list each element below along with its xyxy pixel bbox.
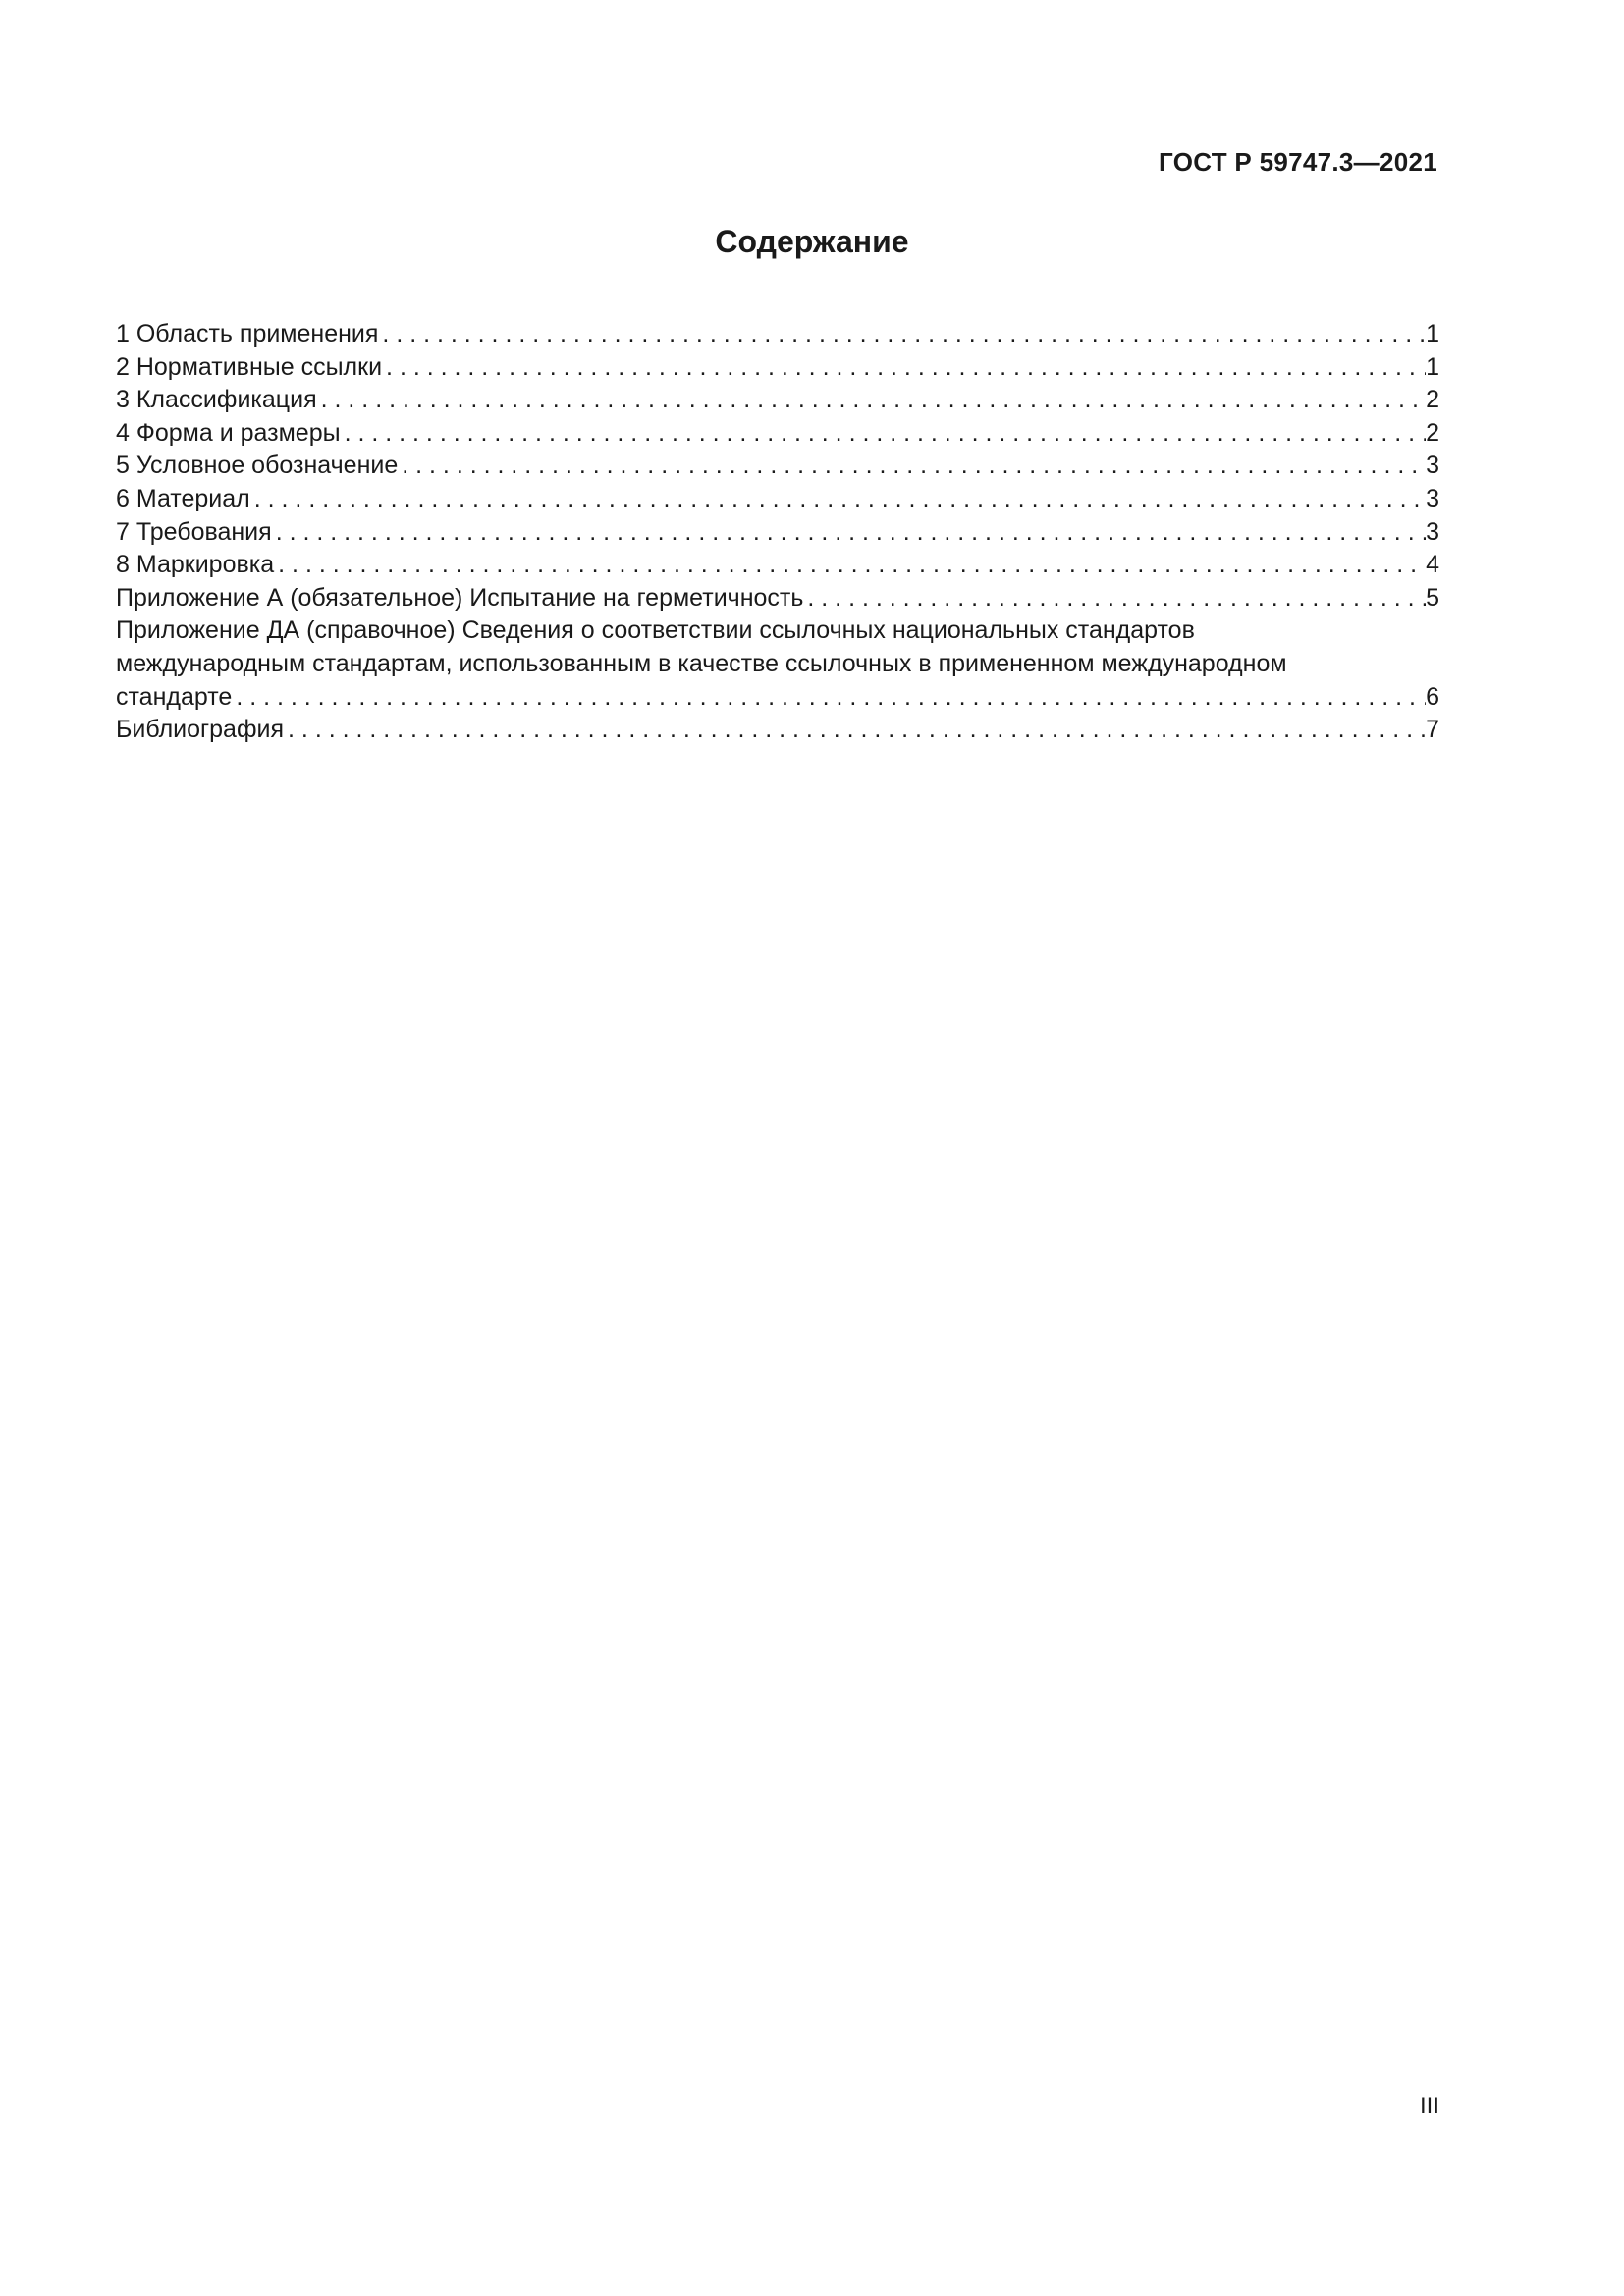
toc-entry-page: 7	[1426, 716, 1439, 744]
toc-leader-dots	[803, 582, 1426, 615]
toc-entry-label: 1 Область применения	[116, 320, 379, 347]
toc-entry-label: 5 Условное обозначение	[116, 452, 399, 480]
toc-entry-label: 3 Классификация	[116, 386, 317, 414]
toc-leader-dots	[317, 384, 1426, 417]
toc-leader-dots	[284, 714, 1426, 747]
toc-entry-label-line: стандарте	[116, 682, 233, 711]
toc-entry-appendix-da[interactable]	[116, 614, 1439, 714]
toc-entry-label: Библиография	[116, 716, 285, 744]
toc-entry-page: 6	[1426, 682, 1439, 711]
toc-entry-bibliography[interactable]	[116, 714, 1439, 747]
toc-leader-dots	[398, 450, 1426, 483]
toc-entry-page: 4	[1426, 551, 1439, 579]
toc-entry-page: 3	[1426, 517, 1439, 546]
toc-leader-dots	[341, 417, 1427, 451]
toc-entry-label-line: международным стандартам, использованным в качестве ссылочных в примененном международном	[116, 649, 1287, 677]
toc-entry-material[interactable]	[116, 483, 1439, 516]
toc-entry-label: Приложение А (обязательное) Испытание на герметичность	[116, 583, 804, 612]
document-code: ГОСТ Р 59747.3—2021	[1159, 147, 1437, 177]
toc-entry-designation[interactable]	[116, 450, 1439, 483]
toc-entry-scope[interactable]	[116, 318, 1439, 351]
toc-entry-label: 4 Форма и размеры	[116, 418, 341, 447]
toc-leader-dots	[274, 549, 1426, 582]
toc-entry-label: 8 Маркировка	[116, 551, 275, 579]
toc-entry-normative-references[interactable]	[116, 351, 1439, 385]
toc-entry-marking[interactable]	[116, 549, 1439, 582]
toc-entry-page: 2	[1426, 386, 1439, 414]
toc-leader-dots	[232, 681, 1426, 715]
toc-entry-requirements[interactable]	[116, 516, 1439, 550]
table-of-contents	[116, 318, 1439, 747]
toc-leader-dots	[382, 351, 1426, 385]
toc-entry-label: 7 Требования	[116, 517, 272, 546]
toc-leader-dots	[250, 483, 1426, 516]
toc-leader-dots	[378, 318, 1426, 351]
toc-entry-page: 3	[1426, 452, 1439, 480]
toc-entry-page: 5	[1426, 583, 1439, 612]
toc-entry-page: 3	[1426, 484, 1439, 512]
toc-title: Содержание	[715, 224, 909, 259]
toc-entry-page: 2	[1426, 418, 1439, 447]
toc-entry-page: 1	[1426, 352, 1439, 381]
page-number: III	[1419, 2093, 1439, 2119]
toc-entry-label: 2 Нормативные ссылки	[116, 352, 383, 381]
toc-entry-page: 1	[1426, 320, 1439, 347]
toc-entry-appendix-a[interactable]	[116, 582, 1439, 615]
toc-leader-dots	[272, 516, 1426, 550]
toc-entry-label-line: Приложение ДА (справочное) Сведения о соответствии ссылочных национальных стандартов	[116, 616, 1195, 645]
toc-entry-classification[interactable]	[116, 384, 1439, 417]
toc-entry-label: 6 Материал	[116, 484, 250, 512]
toc-entry-shape-and-dimensions[interactable]	[116, 417, 1439, 451]
